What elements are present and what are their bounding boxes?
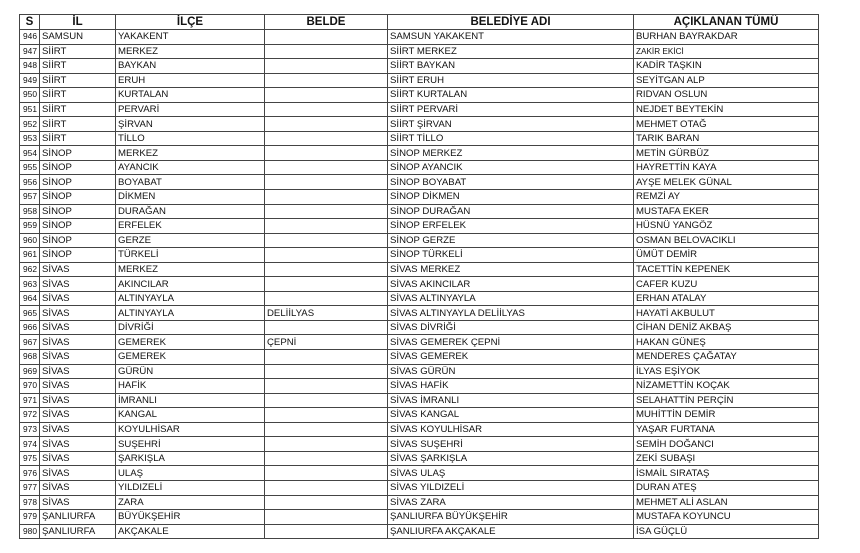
aciklanan-cell: ZAKİR EKİCİ	[634, 44, 819, 59]
table-row	[20, 277, 819, 292]
ilce-cell: PERVARİ	[116, 102, 265, 117]
table-row	[20, 248, 819, 263]
row-number: 971	[20, 393, 40, 408]
belde-cell	[265, 480, 388, 495]
ilce-cell: KOYULHİSAR	[116, 422, 265, 437]
il-cell: SİNOP	[40, 190, 116, 205]
aciklanan-cell: MUSTAFA EKER	[634, 204, 819, 219]
row-number: 958	[20, 204, 40, 219]
belde-cell	[265, 451, 388, 466]
belediye-adi-cell: SİVAS HAFİK	[388, 379, 634, 394]
row-number: 965	[20, 306, 40, 321]
belde-cell: DELİİLYAS	[265, 306, 388, 321]
row-number: 968	[20, 350, 40, 365]
belde-cell	[265, 408, 388, 423]
row-number: 962	[20, 262, 40, 277]
table-row	[20, 379, 819, 394]
aciklanan-cell: REMZİ AY	[634, 190, 819, 205]
aciklanan-cell: ERHAN ATALAY	[634, 291, 819, 306]
belde-cell	[265, 248, 388, 263]
table-row	[20, 160, 819, 175]
row-number: 974	[20, 437, 40, 452]
ilce-cell: AKINCILAR	[116, 277, 265, 292]
belediye-adi-cell: SİNOP TÜRKELİ	[388, 248, 634, 263]
ilce-cell: GERZE	[116, 233, 265, 248]
table-row	[20, 30, 819, 45]
belediye-adi-cell: SİVAS AKINCILAR	[388, 277, 634, 292]
header-belediye-adi: BELEDİYE ADI	[388, 15, 634, 30]
il-cell: SİVAS	[40, 437, 116, 452]
row-number: 964	[20, 291, 40, 306]
il-cell: SİNOP	[40, 233, 116, 248]
aciklanan-cell: MENDERES ÇAĞATAY	[634, 350, 819, 365]
table-row	[20, 393, 819, 408]
row-number: 966	[20, 320, 40, 335]
belde-cell	[265, 466, 388, 481]
belde-cell	[265, 437, 388, 452]
row-number: 954	[20, 146, 40, 161]
table-row	[20, 73, 819, 88]
table-header	[20, 15, 819, 30]
table-row	[20, 262, 819, 277]
row-number: 960	[20, 233, 40, 248]
aciklanan-cell: BURHAN BAYRAKDAR	[634, 30, 819, 45]
ilce-cell: GEMEREK	[116, 335, 265, 350]
aciklanan-cell: MUHİTTİN DEMİR	[634, 408, 819, 423]
row-number: 977	[20, 480, 40, 495]
table-row	[20, 44, 819, 59]
aciklanan-cell: RIDVAN OSLUN	[634, 88, 819, 103]
ilce-cell: ERUH	[116, 73, 265, 88]
aciklanan-cell: MEHMET OTAĞ	[634, 117, 819, 132]
ilce-cell: İMRANLI	[116, 393, 265, 408]
aciklanan-cell: SEYİTGAN ALP	[634, 73, 819, 88]
header-il: İL	[40, 15, 116, 30]
belde-cell	[265, 160, 388, 175]
il-cell: ŞANLIURFA	[40, 524, 116, 539]
table-row	[20, 175, 819, 190]
belediye-adi-cell: SİNOP MERKEZ	[388, 146, 634, 161]
ilce-cell: DİKMEN	[116, 190, 265, 205]
table-row	[20, 495, 819, 510]
belediye-adi-cell: SİİRT ERUH	[388, 73, 634, 88]
ilce-cell: ALTINYAYLA	[116, 291, 265, 306]
belde-cell	[265, 117, 388, 132]
il-cell: SİNOP	[40, 146, 116, 161]
il-cell: ŞANLIURFA	[40, 510, 116, 525]
belde-cell	[265, 204, 388, 219]
il-cell: SİNOP	[40, 175, 116, 190]
row-number: 961	[20, 248, 40, 263]
ilce-cell: ERFELEK	[116, 219, 265, 234]
belde-cell	[265, 422, 388, 437]
table-row	[20, 364, 819, 379]
row-number: 947	[20, 44, 40, 59]
il-cell: SİNOP	[40, 219, 116, 234]
table-row	[20, 422, 819, 437]
table-row	[20, 102, 819, 117]
il-cell: SİVAS	[40, 422, 116, 437]
belediye-adi-cell: ŞANLIURFA BÜYÜKŞEHİR	[388, 510, 634, 525]
table-row	[20, 510, 819, 525]
table-row	[20, 451, 819, 466]
il-cell: SİVAS	[40, 364, 116, 379]
aciklanan-cell: DURAN ATEŞ	[634, 480, 819, 495]
belediye-adi-cell: SİVAS YILDIZELİ	[388, 480, 634, 495]
belde-cell	[265, 102, 388, 117]
header-belde: BELDE	[265, 15, 388, 30]
table-row	[20, 350, 819, 365]
ilce-cell: TÜRKELİ	[116, 248, 265, 263]
aciklanan-cell: AYŞE MELEK GÜNAL	[634, 175, 819, 190]
il-cell: SİNOP	[40, 248, 116, 263]
aciklanan-cell: CAFER KUZU	[634, 277, 819, 292]
belediye-adi-cell: SİİRT TİLLO	[388, 131, 634, 146]
il-cell: SİVAS	[40, 480, 116, 495]
table-row	[20, 146, 819, 161]
belde-cell	[265, 320, 388, 335]
ilce-cell: ZARA	[116, 495, 265, 510]
belde-cell	[265, 59, 388, 74]
belediye-adi-cell: SİNOP ERFELEK	[388, 219, 634, 234]
table-row	[20, 335, 819, 350]
ilce-cell: ŞİRVAN	[116, 117, 265, 132]
belediye-adi-cell: SİVAS ULAŞ	[388, 466, 634, 481]
belde-cell	[265, 131, 388, 146]
belediye-adi-cell: SİNOP AYANCIK	[388, 160, 634, 175]
belediye-adi-cell: ŞANLIURFA AKÇAKALE	[388, 524, 634, 539]
header-row	[20, 15, 819, 30]
ilce-cell: MERKEZ	[116, 262, 265, 277]
ilce-cell: BAYKAN	[116, 59, 265, 74]
il-cell: SİİRT	[40, 73, 116, 88]
belediye-adi-cell: SİNOP GERZE	[388, 233, 634, 248]
belde-cell	[265, 379, 388, 394]
ilce-cell: GEMEREK	[116, 350, 265, 365]
table-row	[20, 291, 819, 306]
aciklanan-cell: TARIK BARAN	[634, 131, 819, 146]
aciklanan-cell: HAYRETTİN KAYA	[634, 160, 819, 175]
table-row	[20, 437, 819, 452]
belediye-adi-cell: SİVAS KOYULHİSAR	[388, 422, 634, 437]
belde-cell	[265, 291, 388, 306]
il-cell: SİİRT	[40, 59, 116, 74]
belediye-adi-cell: SİNOP DİKMEN	[388, 190, 634, 205]
belde-cell	[265, 364, 388, 379]
il-cell: SİİRT	[40, 131, 116, 146]
aciklanan-cell: SEMİH DOĞANCI	[634, 437, 819, 452]
aciklanan-cell: İLYAS EŞİYOK	[634, 364, 819, 379]
belediye-adi-cell: SİNOP DURAĞAN	[388, 204, 634, 219]
belde-cell	[265, 495, 388, 510]
ilce-cell: AYANCIK	[116, 160, 265, 175]
table-body	[20, 30, 819, 539]
il-cell: SAMSUN	[40, 30, 116, 45]
belediye-adi-cell: SİİRT PERVARİ	[388, 102, 634, 117]
row-number: 978	[20, 495, 40, 510]
row-number: 951	[20, 102, 40, 117]
row-number: 976	[20, 466, 40, 481]
il-cell: SİVAS	[40, 495, 116, 510]
ilce-cell: SUŞEHRİ	[116, 437, 265, 452]
ilce-cell: MERKEZ	[116, 44, 265, 59]
ilce-cell: ŞARKIŞLA	[116, 451, 265, 466]
il-cell: SİİRT	[40, 117, 116, 132]
row-number: 967	[20, 335, 40, 350]
belediye-adi-cell: SİVAS ZARA	[388, 495, 634, 510]
belde-cell: ÇEPNİ	[265, 335, 388, 350]
belediye-adi-cell: SİVAS GÜRÜN	[388, 364, 634, 379]
belde-cell	[265, 146, 388, 161]
il-cell: SİVAS	[40, 408, 116, 423]
table-row	[20, 320, 819, 335]
ilce-cell: BOYABAT	[116, 175, 265, 190]
ilce-cell: KANGAL	[116, 408, 265, 423]
aciklanan-cell: ZEKİ SUBAŞI	[634, 451, 819, 466]
aciklanan-cell: YAŞAR FURTANA	[634, 422, 819, 437]
belediye-adi-cell: SİVAS DİVRİĞİ	[388, 320, 634, 335]
belediye-adi-cell: SİVAS GEMEREK ÇEPNİ	[388, 335, 634, 350]
il-cell: SİVAS	[40, 379, 116, 394]
il-cell: SİİRT	[40, 44, 116, 59]
belediye-adi-cell: SİVAS MERKEZ	[388, 262, 634, 277]
row-number: 975	[20, 451, 40, 466]
belediye-adi-cell: SİVAS ALTINYAYLA DELİİLYAS	[388, 306, 634, 321]
table-row	[20, 117, 819, 132]
belde-cell	[265, 219, 388, 234]
il-cell: SİİRT	[40, 88, 116, 103]
ilce-cell: KURTALAN	[116, 88, 265, 103]
table-row	[20, 88, 819, 103]
belediye-adi-cell: SİİRT BAYKAN	[388, 59, 634, 74]
aciklanan-cell: SELAHATTİN PERÇİN	[634, 393, 819, 408]
row-number: 950	[20, 88, 40, 103]
belediye-adi-cell: SİİRT KURTALAN	[388, 88, 634, 103]
ilce-cell: ALTINYAYLA	[116, 306, 265, 321]
belediye-adi-cell: SİVAS ŞARKIŞLA	[388, 451, 634, 466]
header-s: S	[20, 15, 40, 30]
belde-cell	[265, 88, 388, 103]
belde-cell	[265, 175, 388, 190]
il-cell: SİVAS	[40, 335, 116, 350]
il-cell: SİVAS	[40, 350, 116, 365]
il-cell: SİİRT	[40, 102, 116, 117]
table-row	[20, 131, 819, 146]
il-cell: SİVAS	[40, 451, 116, 466]
ilce-cell: YAKAKENT	[116, 30, 265, 45]
row-number: 952	[20, 117, 40, 132]
belediye-adi-cell: SİVAS KANGAL	[388, 408, 634, 423]
belediye-adi-cell: SİVAS GEMEREK	[388, 350, 634, 365]
aciklanan-cell: KADİR TAŞKIN	[634, 59, 819, 74]
row-number: 953	[20, 131, 40, 146]
il-cell: SİNOP	[40, 204, 116, 219]
aciklanan-cell: İSMAİL SIRATAŞ	[634, 466, 819, 481]
table-row	[20, 408, 819, 423]
aciklanan-cell: HAKAN GÜNEŞ	[634, 335, 819, 350]
aciklanan-cell: MUSTAFA KOYUNCU	[634, 510, 819, 525]
il-cell: SİVAS	[40, 277, 116, 292]
belde-cell	[265, 262, 388, 277]
table-row	[20, 466, 819, 481]
belde-cell	[265, 277, 388, 292]
belde-cell	[265, 350, 388, 365]
belde-cell	[265, 44, 388, 59]
row-number: 955	[20, 160, 40, 175]
ilce-cell: MERKEZ	[116, 146, 265, 161]
row-number: 980	[20, 524, 40, 539]
ilce-cell: YILDIZELİ	[116, 480, 265, 495]
il-cell: SİNOP	[40, 160, 116, 175]
il-cell: SİVAS	[40, 291, 116, 306]
aciklanan-cell: MEHMET ALİ ASLAN	[634, 495, 819, 510]
belediye-adi-cell: SİVAS SUŞEHRİ	[388, 437, 634, 452]
belde-cell	[265, 233, 388, 248]
belediye-adi-cell: SİVAS ALTINYAYLA	[388, 291, 634, 306]
belediye-adi-cell: SİVAS İMRANLI	[388, 393, 634, 408]
belde-cell	[265, 73, 388, 88]
table-row	[20, 190, 819, 205]
ilce-cell: AKÇAKALE	[116, 524, 265, 539]
belediye-adi-cell: SİİRT MERKEZ	[388, 44, 634, 59]
belediye-adi-cell: SAMSUN YAKAKENT	[388, 30, 634, 45]
table-row	[20, 219, 819, 234]
il-cell: SİVAS	[40, 393, 116, 408]
belde-cell	[265, 524, 388, 539]
row-number: 946	[20, 30, 40, 45]
belde-cell	[265, 393, 388, 408]
belde-cell	[265, 190, 388, 205]
ilce-cell: BÜYÜKŞEHİR	[116, 510, 265, 525]
aciklanan-cell: ÜMÜT DEMİR	[634, 248, 819, 263]
il-cell: SİVAS	[40, 466, 116, 481]
table-row	[20, 233, 819, 248]
row-number: 972	[20, 408, 40, 423]
header-aciklanan-tumu: AÇIKLANAN TÜMÜ	[634, 15, 819, 30]
belde-cell	[265, 30, 388, 45]
il-cell: SİVAS	[40, 262, 116, 277]
aciklanan-cell: OSMAN BELOVACIKLI	[634, 233, 819, 248]
ilce-cell: DURAĞAN	[116, 204, 265, 219]
results-table	[19, 14, 819, 539]
aciklanan-cell: NEJDET BEYTEKİN	[634, 102, 819, 117]
aciklanan-cell: NİZAMETTİN KOÇAK	[634, 379, 819, 394]
table-row	[20, 204, 819, 219]
header-ilce: İLÇE	[116, 15, 265, 30]
ilce-cell: TİLLO	[116, 131, 265, 146]
row-number: 963	[20, 277, 40, 292]
table-row	[20, 480, 819, 495]
belediye-adi-cell: SİNOP BOYABAT	[388, 175, 634, 190]
row-number: 979	[20, 510, 40, 525]
row-number: 949	[20, 73, 40, 88]
row-number: 959	[20, 219, 40, 234]
table-row	[20, 306, 819, 321]
row-number: 973	[20, 422, 40, 437]
row-number: 948	[20, 59, 40, 74]
row-number: 956	[20, 175, 40, 190]
row-number: 969	[20, 364, 40, 379]
ilce-cell: HAFİK	[116, 379, 265, 394]
belediye-adi-cell: SİİRT ŞİRVAN	[388, 117, 634, 132]
table-row	[20, 59, 819, 74]
belde-cell	[265, 510, 388, 525]
row-number: 970	[20, 379, 40, 394]
row-number: 957	[20, 190, 40, 205]
aciklanan-cell: İSA GÜÇLÜ	[634, 524, 819, 539]
aciklanan-cell: HAYATİ AKBULUT	[634, 306, 819, 321]
aciklanan-cell: CİHAN DENİZ AKBAŞ	[634, 320, 819, 335]
aciklanan-cell: HÜSNÜ YANGÖZ	[634, 219, 819, 234]
ilce-cell: ULAŞ	[116, 466, 265, 481]
aciklanan-cell: METİN GÜRBÜZ	[634, 146, 819, 161]
ilce-cell: GÜRÜN	[116, 364, 265, 379]
il-cell: SİVAS	[40, 306, 116, 321]
aciklanan-cell: TACETTİN KEPENEK	[634, 262, 819, 277]
il-cell: SİVAS	[40, 320, 116, 335]
table-row	[20, 524, 819, 539]
ilce-cell: DİVRİĞİ	[116, 320, 265, 335]
